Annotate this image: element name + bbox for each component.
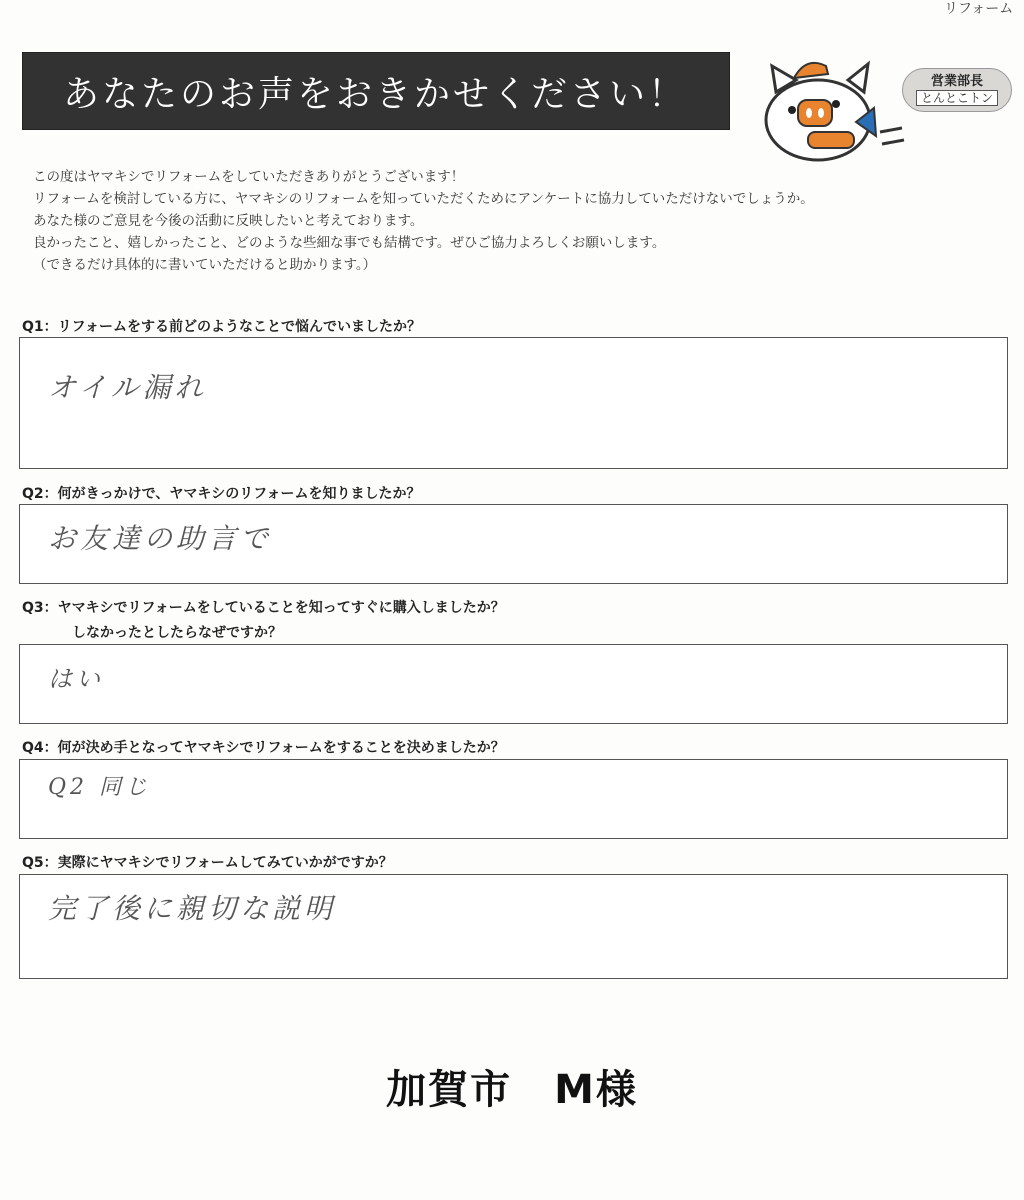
page-title: あなたのお声をおきかせください！ <box>22 52 730 130</box>
badge-name: とんとこトン <box>916 90 998 106</box>
question-2-answer: お友達の助言で <box>48 522 273 555</box>
pig-mascot-icon <box>752 52 912 162</box>
question-2-label: Q2：何がきっかけで、ヤマキシのリフォームを知りましたか？ <box>22 486 421 502</box>
question-1-answer: オイル漏れ <box>48 371 207 404</box>
question-5-answer: 完了後に親切な説明 <box>48 892 337 925</box>
question-4-answer: Q2 同じ <box>48 775 152 800</box>
question-3-answer: はい <box>48 665 104 693</box>
question-4-label: Q4：何が決め手となってヤマキシでリフォームをすることを決めましたか？ <box>22 740 505 756</box>
question-1-answer-box[interactable] <box>19 337 1008 469</box>
intro-line: この度はヤマキシでリフォームをしていただきありがとうございます！ <box>33 169 465 185</box>
badge-role: 営業部長 <box>930 74 983 89</box>
question-3-label: Q3：ヤマキシでリフォームをしていることを知ってすぐに購入しましたか？ <box>22 600 505 616</box>
intro-line: リフォームを検討している方に、ヤマキシのリフォームを知っていただくためにアンケートに協力していただけないでしょうか。 <box>33 191 814 207</box>
customer-name: 加賀市 M様 <box>386 1067 638 1113</box>
question-1-label: Q1：リフォームをする前どのようなことで悩んでいましたか？ <box>22 319 421 335</box>
question-4-answer-box[interactable] <box>19 759 1008 839</box>
question-5-answer-box[interactable] <box>19 874 1008 979</box>
intro-line: 良かったこと、嬉しかったこと、どのような些細な事でも結構です。ぜひご協力よろしくお願いします。 <box>33 235 666 251</box>
intro-text <box>33 166 993 276</box>
question-3-answer-box[interactable] <box>19 644 1008 724</box>
intro-line: あなた様のご意見を今後の活動に反映したいと考えております。 <box>33 213 424 229</box>
sales-manager-badge <box>902 68 1012 112</box>
question-3-label-sub: しなかったとしたらなぜですか？ <box>72 625 282 641</box>
corner-tag: リフォーム <box>944 1 1014 17</box>
question-2-answer-box[interactable] <box>19 504 1008 584</box>
intro-line: （できるだけ具体的に書いていただけると助かります。） <box>33 257 377 273</box>
question-5-label: Q5：実際にヤマキシでリフォームしてみていかがですか？ <box>22 855 393 871</box>
